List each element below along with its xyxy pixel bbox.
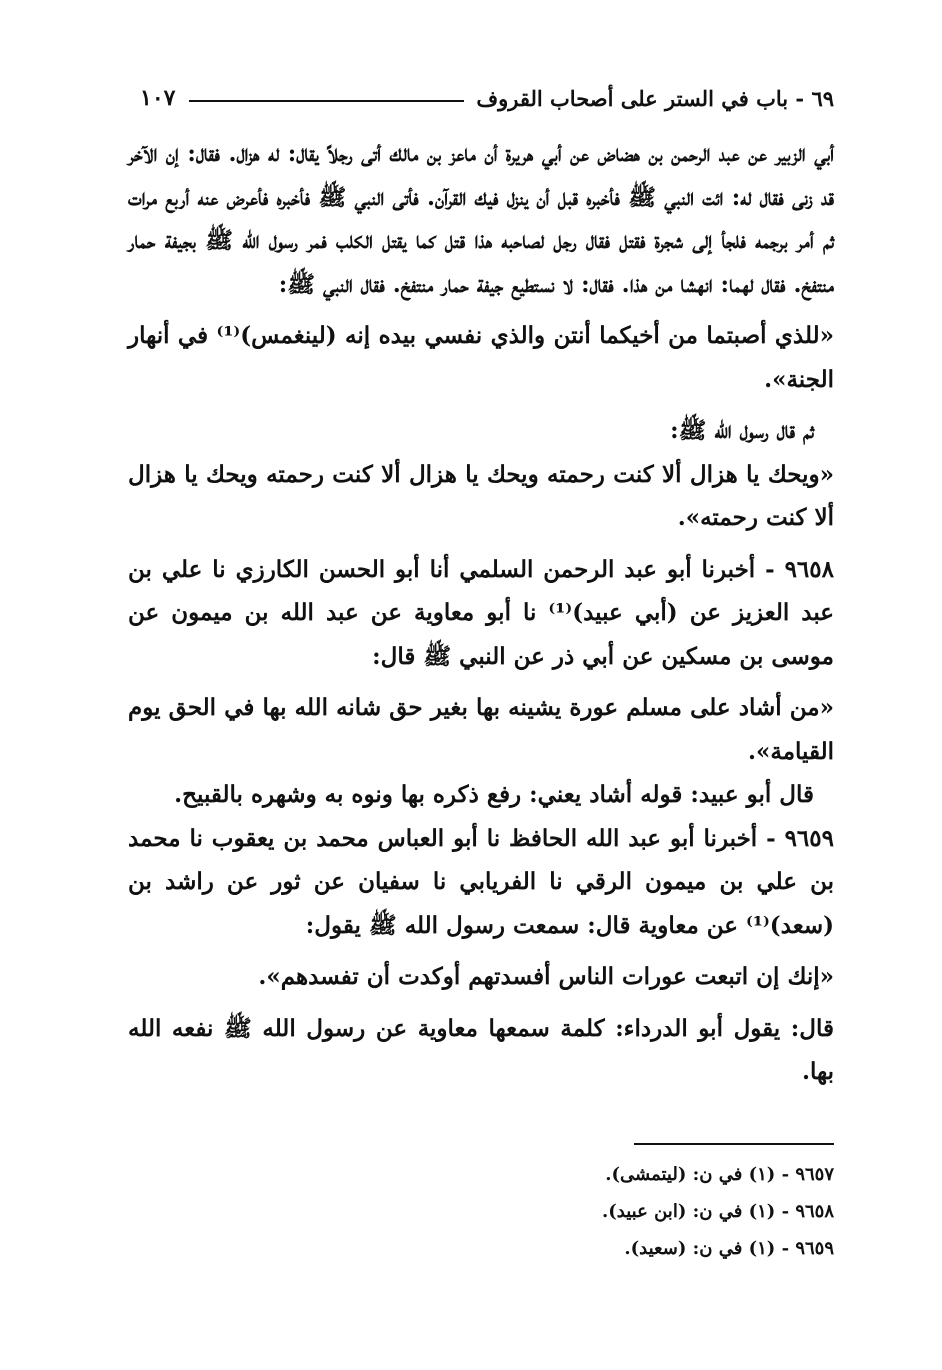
hadith-quote: «للذي أصبتما من أخيكما أنتن والذي نفسي بيده إنه (لينغمس)⁽¹⁾ في أنهار الجنة». bbox=[128, 322, 834, 393]
header-rule bbox=[189, 100, 464, 102]
paragraph: ثم قال رسول الله ﷺ: bbox=[670, 417, 814, 444]
hadith-quote: «إنك إن اتبعت عورات الناس أفسدتهم أوكدت أن تفسدهم». bbox=[258, 963, 834, 990]
footnotes bbox=[300, 1156, 834, 1267]
paragraph: قال: يقول أبو الدرداء: كلمة سمعها معاوية عن رسول الله ﷺ نفعه الله بها. bbox=[128, 1014, 834, 1085]
footnote: ٩٦٥٨ - (١) في ن: (ابن عبيد). bbox=[602, 1201, 834, 1222]
paragraph: قال أبو عبيد: قوله أشاد يعني: رفع ذكره بها ونوه به وشهره بالقبيح. bbox=[174, 781, 814, 808]
hadith-quote: «من أشاد على مسلم عورة يشينه بها بغير حق شانه الله بها في الحق يوم القيامة». bbox=[128, 694, 834, 765]
paragraph: أبي الزبير عن عبد الرحمن بن هضاض عن أبي هريرة أن ماعز بن مالك أتى رجلاً يقال: له هزال. فقال: إن الآخر قد زنى فقال له: ائت النبي ﷺ فأخبره قبل أن ينزل فيك القرآن. فأتى النبي ﷺ فأخبره فأعرض عنه أربع مرات ثم أمر برجمه فلجأ إلى شجرة فقتل فقال رجل لصاحبه هذا قتل كما يقتل الكلب فمر رسول الله ﷺ بجيفة حمار منتفخ. فقال لهما: انهشا من هذا. فقال: لا نستطيع جيفة حمار منتفخ. فقال النبي ﷺ: bbox=[128, 140, 834, 298]
main-text bbox=[128, 132, 834, 1094]
running-header bbox=[140, 78, 834, 118]
chapter-title: ٦٩ - باب في الستر على أصحاب القروف bbox=[476, 85, 834, 111]
footnote-divider bbox=[634, 1143, 834, 1145]
footnote: ٩٦٥٧ - (١) في ن: (ليتمشى). bbox=[605, 1164, 834, 1185]
hadith-9659: ٩٦٥٩ - أخبرنا أبو عبد الله الحافظ نا أبو العباس محمد بن يعقوب نا محمد بن علي بن ميمون الرقي نا الفريابي نا سفيان عن ثور عن راشد بن (سعد)⁽¹⁾ عن معاوية قال: سمعت رسول الله ﷺ يقول: bbox=[128, 824, 834, 939]
page-number: ١٠٧ bbox=[140, 85, 176, 111]
hadith-9658: ٩٦٥٨ - أخبرنا أبو عبد الرحمن السلمي أنا أبو الحسن الكارزي نا علي بن عبد العزيز عن (أبي عبيد)⁽¹⁾ نا أبو معاوية عن عبد الله بن ميمون عن موسى بن مسكين عن أبي ذر عن النبي ﷺ قال: bbox=[128, 555, 835, 670]
hadith-quote: «ويحك يا هزال ألا كنت رحمته ويحك يا هزال ألا كنت رحمته ويحك يا هزال ألا كنت رحمته». bbox=[128, 460, 834, 531]
footnote: ٩٦٥٩ - (١) في ن: (سعيد). bbox=[624, 1238, 834, 1259]
